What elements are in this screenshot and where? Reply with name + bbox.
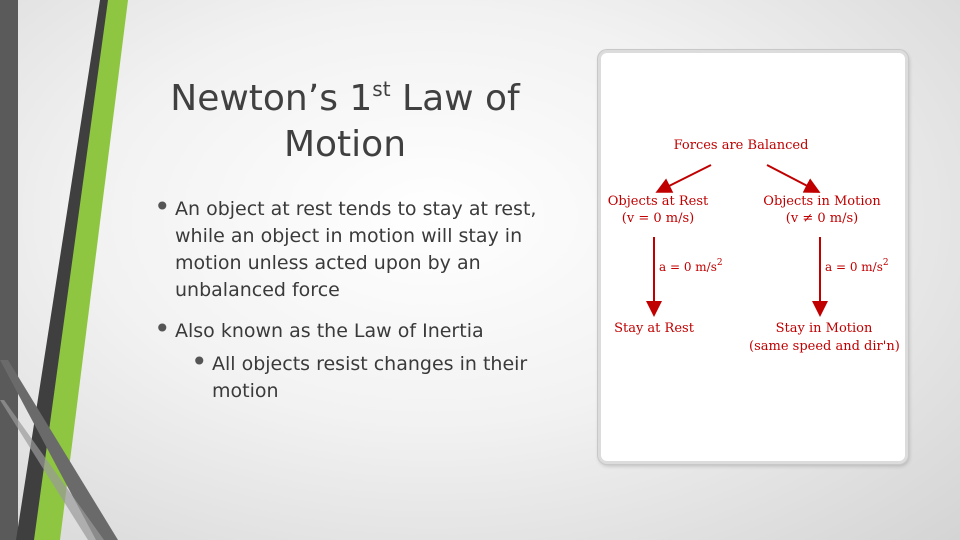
- left-branch-condition: (v = 0 m/s): [621, 211, 695, 226]
- left-acceleration-label: a = 0 $m/s^2$: [659, 258, 723, 274]
- arrow-root-to-right: [767, 165, 817, 191]
- decorative-stripes: [0, 0, 140, 540]
- diagram-arrows: [601, 53, 905, 461]
- right-acceleration-label: a = 0 $m/s^2$: [825, 258, 889, 274]
- left-branch-title: Objects at Rest: [607, 194, 709, 209]
- diagram-panel: [598, 50, 908, 464]
- sub-bullet-item: • All objects resist changes in their motion: [191, 351, 574, 405]
- bullet-list: [154, 196, 574, 419]
- bullet-item: • Also known as the Law of Inertia: [154, 318, 574, 345]
- right-branch-result-detail: (same speed and dir'n): [749, 339, 900, 354]
- right-branch-condition: (v ≠ 0 m/s): [785, 211, 859, 226]
- bullet-item: • An object at rest tends to stay at rest, while an object in motion will stay in motion unless acted upon by an unbalanced force: [154, 196, 574, 304]
- right-branch-result: Stay in Motion: [775, 321, 873, 336]
- page-title: Newton’s 1st Law of Motion: [170, 77, 520, 165]
- arrow-root-to-left: [659, 165, 711, 191]
- right-branch-title: Objects in Motion: [763, 194, 881, 209]
- diagram-root-label: Forces are Balanced: [673, 138, 809, 153]
- left-branch-result: Stay at Rest: [614, 321, 694, 336]
